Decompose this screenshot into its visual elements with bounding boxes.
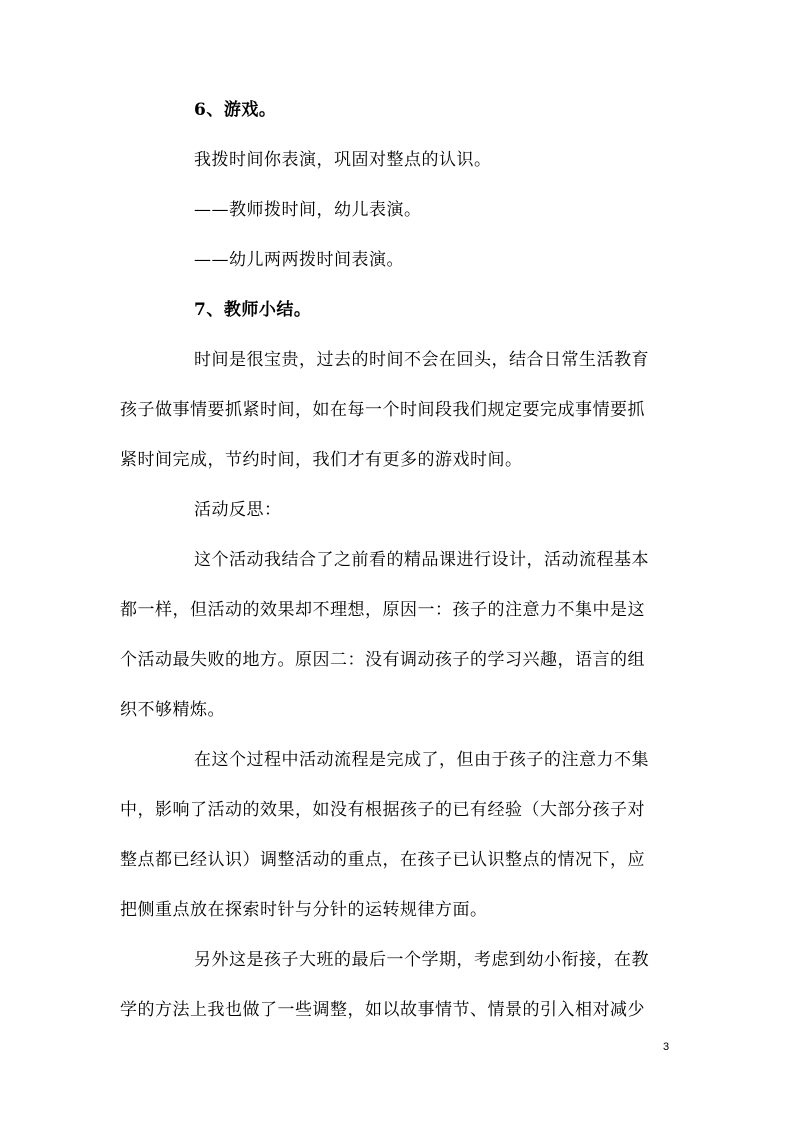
page-number: 3 <box>663 1041 670 1053</box>
paragraph-line: 整点都已经认识）调整活动的重点，在孩子已认识整点的情况下，应 <box>120 850 645 870</box>
paragraph-line: 另外这是孩子大班的最后一个学期，考虑到幼小衔接，在教 <box>194 950 649 970</box>
paragraph-line: 把侧重点放在探索时针与分针的运转规律方面。 <box>120 900 488 920</box>
paragraph-line: 个活动最失败的地方。原因二：没有调动孩子的学习兴趣，语言的组 <box>120 650 645 670</box>
paragraph-line: 时间是很宝贵，过去的时间不会在回头，结合日常生活教育 <box>194 350 649 370</box>
paragraph-line: 这个活动我结合了之前看的精品课进行设计，活动流程基本 <box>194 550 649 570</box>
paragraph-line: 在这个过程中活动流程是完成了，但由于孩子的注意力不集 <box>194 750 649 770</box>
section-heading-game: 6、游戏。 <box>194 100 277 120</box>
paragraph-line: 中，影响了活动的效果，如没有根据孩子的已有经验（大部分孩子对 <box>120 800 645 820</box>
paragraph-line: 都一样，但活动的效果却不理想，原因一：孩子的注意力不集中是这 <box>120 600 645 620</box>
paragraph-line: ——幼儿两两拨时间表演。 <box>194 250 404 270</box>
section-heading-reflection: 活动反思： <box>194 500 282 520</box>
paragraph-line: 我拨时间你表演，巩固对整点的认识。 <box>194 150 492 170</box>
paragraph-line: 学的方法上我也做了一些调整，如以故事情节、情景的引入相对减少 <box>120 1000 645 1020</box>
paragraph-line: 孩子做事情要抓紧时间，如在每一个时间段我们规定要完成事情要抓 <box>120 400 645 420</box>
section-heading-summary: 7、教师小结。 <box>194 300 312 320</box>
paragraph-line: ——教师拨时间，幼儿表演。 <box>194 200 422 220</box>
paragraph-line: 紧时间完成，节约时间，我们才有更多的游戏时间。 <box>120 450 523 470</box>
paragraph-line: 织不够精炼。 <box>120 700 225 720</box>
